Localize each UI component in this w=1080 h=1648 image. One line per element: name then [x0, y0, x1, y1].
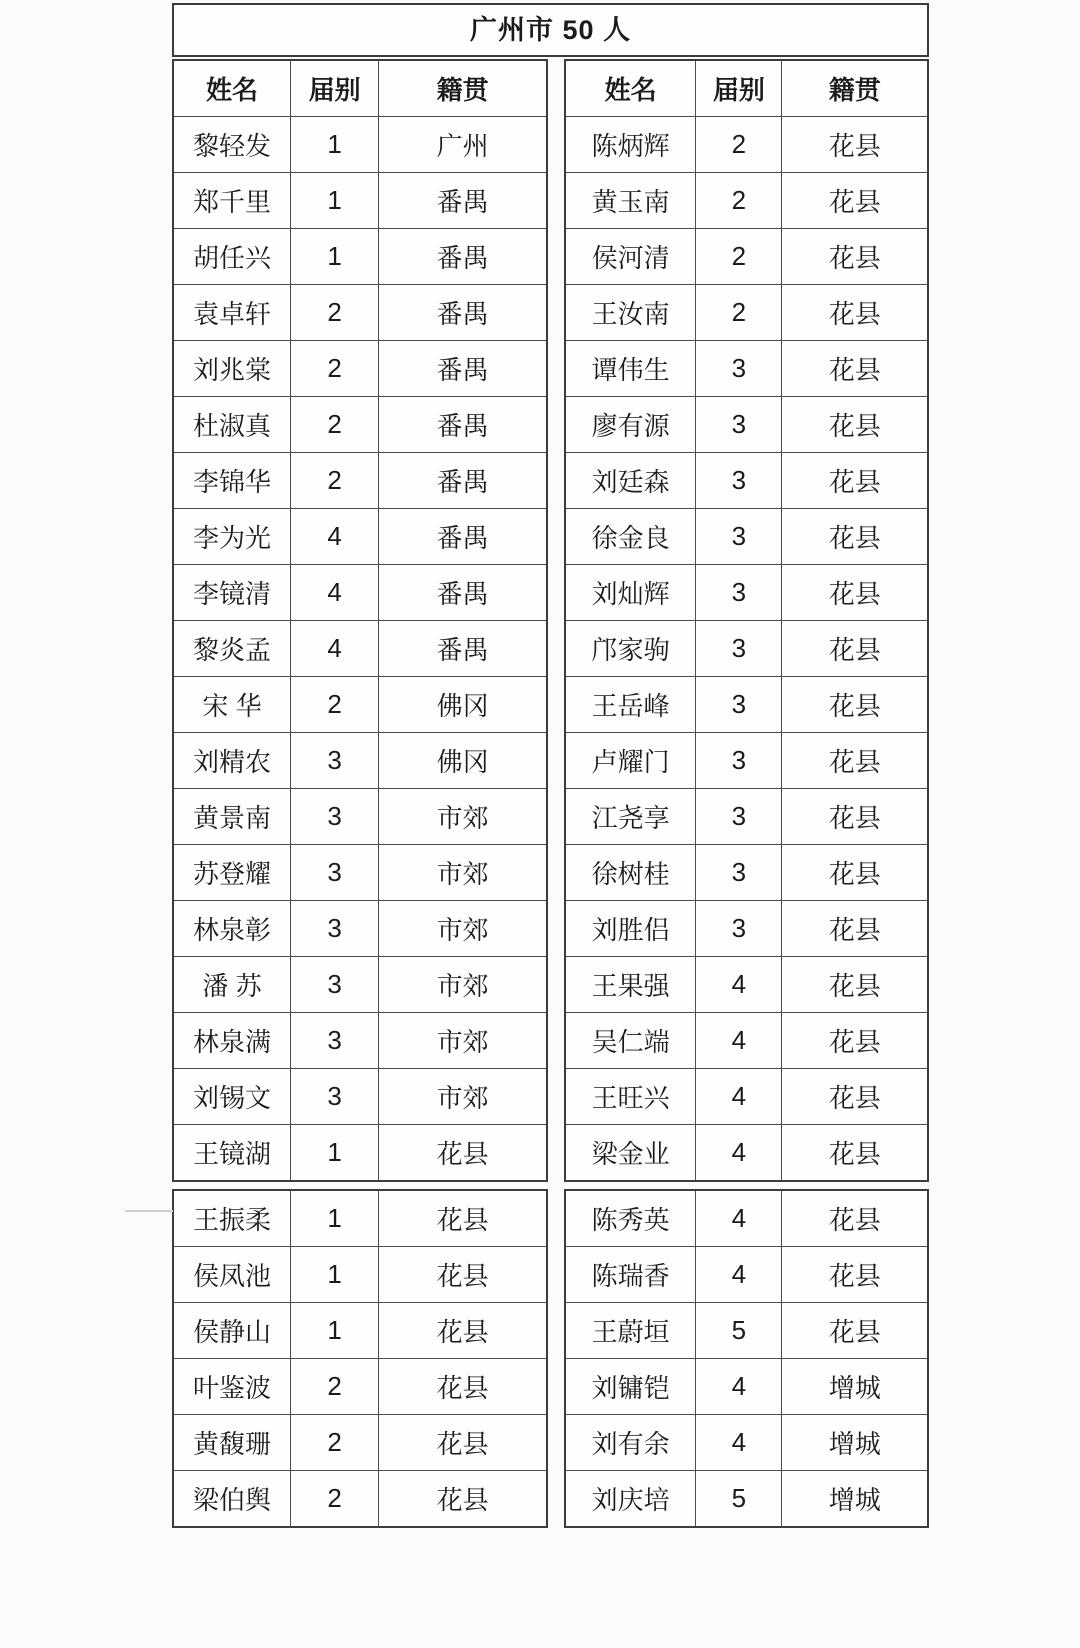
table-row: [173, 733, 547, 789]
origin-cell: 番禺: [379, 453, 547, 509]
origin-cell: 花县: [782, 1013, 928, 1069]
session-cell: 1: [291, 1190, 379, 1247]
origin-cell: 花县: [782, 1125, 928, 1182]
table-row: [173, 1069, 547, 1125]
table-row: [565, 1013, 928, 1069]
name-cell: 廖有源: [565, 397, 696, 453]
origin-cell: 市郊: [379, 1013, 547, 1069]
origin-cell: 市郊: [379, 901, 547, 957]
session-cell: 1: [291, 173, 379, 229]
session-cell: 1: [291, 229, 379, 285]
name-cell: 王振柔: [173, 1190, 291, 1247]
session-cell: 3: [696, 789, 782, 845]
table-row: [173, 1247, 547, 1303]
origin-cell: 广州: [379, 117, 547, 173]
session-cell: 3: [291, 733, 379, 789]
origin-cell: 市郊: [379, 845, 547, 901]
origin-cell: 花县: [782, 677, 928, 733]
table-row: [173, 173, 547, 229]
origin-cell: 花县: [782, 509, 928, 565]
origin-cell: 花县: [782, 901, 928, 957]
origin-cell: 佛冈: [379, 677, 547, 733]
name-cell: 王果强: [565, 957, 696, 1013]
origin-cell: 花县: [379, 1471, 547, 1528]
name-cell: 吴仁端: [565, 1013, 696, 1069]
session-cell: 4: [696, 1247, 782, 1303]
table-row: [565, 341, 928, 397]
origin-cell: 花县: [782, 173, 928, 229]
left-subtable-lower: [172, 1189, 548, 1528]
name-cell: 黎轻发: [173, 117, 291, 173]
table-row: [565, 1190, 928, 1247]
origin-cell: 花县: [379, 1359, 547, 1415]
name-cell: 叶鉴波: [173, 1359, 291, 1415]
right-subtable-lower: [564, 1189, 929, 1528]
session-cell: 2: [696, 173, 782, 229]
table-row: [565, 677, 928, 733]
session-cell: 3: [291, 1069, 379, 1125]
name-cell: 卢耀门: [565, 733, 696, 789]
table-row: [565, 1471, 928, 1528]
name-cell: 徐金良: [565, 509, 696, 565]
origin-cell: 花县: [782, 957, 928, 1013]
origin-cell: 花县: [782, 229, 928, 285]
table-row: [173, 1125, 547, 1182]
session-cell: 4: [696, 1190, 782, 1247]
name-cell: 宋 华: [173, 677, 291, 733]
origin-cell: 花县: [782, 789, 928, 845]
table-row: [565, 621, 928, 677]
name-cell: 刘锡文: [173, 1069, 291, 1125]
table-row: [565, 957, 928, 1013]
origin-cell: 花县: [782, 453, 928, 509]
table-row: [173, 117, 547, 173]
table-row: [565, 845, 928, 901]
name-cell: 刘精农: [173, 733, 291, 789]
session-cell: 2: [291, 285, 379, 341]
name-cell: 邝家驹: [565, 621, 696, 677]
name-cell: 林泉彰: [173, 901, 291, 957]
origin-cell: 花县: [379, 1125, 547, 1182]
origin-cell: 花县: [782, 1303, 928, 1359]
table-row: [173, 565, 547, 621]
name-cell: 李锦华: [173, 453, 291, 509]
session-cell: 1: [291, 1247, 379, 1303]
origin-cell: 花县: [782, 341, 928, 397]
session-cell: 4: [291, 621, 379, 677]
session-cell: 3: [696, 845, 782, 901]
header-session: 届别: [291, 60, 379, 117]
session-cell: 4: [291, 509, 379, 565]
session-cell: 2: [291, 397, 379, 453]
session-cell: 2: [696, 229, 782, 285]
left-subtable: [172, 59, 548, 1528]
session-cell: 4: [696, 1069, 782, 1125]
name-cell: 郑千里: [173, 173, 291, 229]
header-row: [565, 60, 928, 117]
header-row: [173, 60, 547, 117]
session-cell: 2: [291, 453, 379, 509]
session-cell: 3: [696, 565, 782, 621]
table-row: [565, 453, 928, 509]
name-cell: 谭伟生: [565, 341, 696, 397]
session-cell: 1: [291, 1303, 379, 1359]
session-cell: 3: [291, 957, 379, 1013]
roster-table: [172, 3, 929, 1528]
table-row: [173, 901, 547, 957]
session-cell: 3: [696, 901, 782, 957]
header-name: 姓名: [173, 60, 291, 117]
table-row: [565, 901, 928, 957]
right-subtable: [564, 59, 929, 1528]
table-row: [173, 1415, 547, 1471]
table-row: [565, 789, 928, 845]
session-cell: 4: [696, 1359, 782, 1415]
table-row: [173, 957, 547, 1013]
table-row: [565, 229, 928, 285]
session-cell: 2: [291, 677, 379, 733]
header-origin: 籍贯: [379, 60, 547, 117]
table-row: [173, 285, 547, 341]
name-cell: 李镜清: [173, 565, 291, 621]
session-cell: 3: [696, 397, 782, 453]
table-row: [173, 677, 547, 733]
session-cell: 3: [291, 845, 379, 901]
table-row: [565, 1125, 928, 1182]
name-cell: 王岳峰: [565, 677, 696, 733]
origin-cell: 花县: [782, 1069, 928, 1125]
table-row: [173, 229, 547, 285]
session-cell: 4: [696, 957, 782, 1013]
origin-cell: 花县: [782, 397, 928, 453]
name-cell: 黎炎孟: [173, 621, 291, 677]
session-cell: 2: [291, 1359, 379, 1415]
origin-cell: 增城: [782, 1359, 928, 1415]
name-cell: 黄馥珊: [173, 1415, 291, 1471]
table-row: [173, 509, 547, 565]
name-cell: 刘庆培: [565, 1471, 696, 1528]
table-row: [173, 341, 547, 397]
table-row: [173, 1013, 547, 1069]
origin-cell: 番禺: [379, 285, 547, 341]
name-cell: 胡任兴: [173, 229, 291, 285]
table-row: [565, 509, 928, 565]
name-cell: 陈炳辉: [565, 117, 696, 173]
session-cell: 1: [291, 117, 379, 173]
session-cell: 5: [696, 1303, 782, 1359]
origin-cell: 花县: [782, 285, 928, 341]
origin-cell: 花县: [782, 621, 928, 677]
name-cell: 王蔚垣: [565, 1303, 696, 1359]
table-title: 广州市 50 人: [172, 3, 929, 57]
origin-cell: 番禺: [379, 229, 547, 285]
session-cell: 4: [696, 1415, 782, 1471]
table-row: [565, 173, 928, 229]
session-cell: 3: [291, 901, 379, 957]
name-cell: 江尧享: [565, 789, 696, 845]
origin-cell: 增城: [782, 1471, 928, 1528]
origin-cell: 花县: [782, 1247, 928, 1303]
name-cell: 袁卓轩: [173, 285, 291, 341]
session-cell: 4: [696, 1125, 782, 1182]
origin-cell: 花县: [782, 733, 928, 789]
table-row: [565, 565, 928, 621]
header-session: 届别: [696, 60, 782, 117]
table-row: [173, 1303, 547, 1359]
origin-cell: 花县: [379, 1190, 547, 1247]
session-cell: 5: [696, 1471, 782, 1528]
origin-cell: 花县: [782, 1190, 928, 1247]
table-row: [173, 621, 547, 677]
origin-cell: 花县: [379, 1415, 547, 1471]
origin-cell: 番禺: [379, 173, 547, 229]
table-row: [173, 845, 547, 901]
name-cell: 侯静山: [173, 1303, 291, 1359]
name-cell: 梁伯舆: [173, 1471, 291, 1528]
name-cell: 黄景南: [173, 789, 291, 845]
session-cell: 1: [291, 1125, 379, 1182]
origin-cell: 番禺: [379, 565, 547, 621]
name-cell: 苏登耀: [173, 845, 291, 901]
table-row: [565, 285, 928, 341]
table-row: [565, 397, 928, 453]
origin-cell: 番禺: [379, 341, 547, 397]
session-cell: 3: [696, 341, 782, 397]
table-row: [173, 1359, 547, 1415]
table-row: [565, 1247, 928, 1303]
header-origin: 籍贯: [782, 60, 928, 117]
name-cell: 梁金业: [565, 1125, 696, 1182]
origin-cell: 市郊: [379, 789, 547, 845]
origin-cell: 番禺: [379, 509, 547, 565]
origin-cell: 花县: [379, 1247, 547, 1303]
name-cell: 潘 苏: [173, 957, 291, 1013]
table-row: [565, 1415, 928, 1471]
origin-cell: 增城: [782, 1415, 928, 1471]
session-cell: 3: [696, 453, 782, 509]
session-cell: 3: [291, 789, 379, 845]
name-cell: 刘胜侣: [565, 901, 696, 957]
origin-cell: 花县: [379, 1303, 547, 1359]
table-row: [565, 733, 928, 789]
origin-cell: 花县: [782, 117, 928, 173]
name-cell: 陈秀英: [565, 1190, 696, 1247]
name-cell: 王镜湖: [173, 1125, 291, 1182]
name-cell: 刘兆棠: [173, 341, 291, 397]
name-cell: 黄玉南: [565, 173, 696, 229]
name-cell: 刘灿辉: [565, 565, 696, 621]
table-row: [173, 1471, 547, 1528]
table-row: [565, 1069, 928, 1125]
session-cell: 4: [696, 1013, 782, 1069]
name-cell: 刘有余: [565, 1415, 696, 1471]
session-cell: 3: [696, 509, 782, 565]
name-cell: 徐树桂: [565, 845, 696, 901]
origin-cell: 市郊: [379, 1069, 547, 1125]
session-cell: 2: [291, 341, 379, 397]
table-row: [565, 117, 928, 173]
left-subtable-upper: [172, 59, 548, 1182]
name-cell: 王汝南: [565, 285, 696, 341]
name-cell: 陈瑞香: [565, 1247, 696, 1303]
name-cell: 李为光: [173, 509, 291, 565]
name-cell: 王旺兴: [565, 1069, 696, 1125]
session-cell: 2: [291, 1471, 379, 1528]
right-subtable-upper: [564, 59, 929, 1182]
name-cell: 刘廷森: [565, 453, 696, 509]
table-row: [173, 453, 547, 509]
table-row: [173, 397, 547, 453]
table-row: [173, 1190, 547, 1247]
header-name: 姓名: [565, 60, 696, 117]
origin-cell: 佛冈: [379, 733, 547, 789]
session-cell: 2: [291, 1415, 379, 1471]
table-row: [173, 789, 547, 845]
origin-cell: 市郊: [379, 957, 547, 1013]
origin-cell: 番禺: [379, 397, 547, 453]
session-cell: 3: [291, 1013, 379, 1069]
table-row: [565, 1359, 928, 1415]
session-cell: 2: [696, 285, 782, 341]
origin-cell: 番禺: [379, 621, 547, 677]
name-cell: 刘镛铠: [565, 1359, 696, 1415]
origin-cell: 花县: [782, 565, 928, 621]
session-cell: 4: [291, 565, 379, 621]
session-cell: 3: [696, 677, 782, 733]
page-break-artifact-line: [125, 1210, 173, 1212]
subtables-row: [172, 59, 929, 1528]
origin-cell: 花县: [782, 845, 928, 901]
name-cell: 侯河清: [565, 229, 696, 285]
session-cell: 3: [696, 733, 782, 789]
name-cell: 林泉满: [173, 1013, 291, 1069]
name-cell: 侯凤池: [173, 1247, 291, 1303]
session-cell: 3: [696, 621, 782, 677]
session-cell: 2: [696, 117, 782, 173]
table-row: [565, 1303, 928, 1359]
name-cell: 杜淑真: [173, 397, 291, 453]
